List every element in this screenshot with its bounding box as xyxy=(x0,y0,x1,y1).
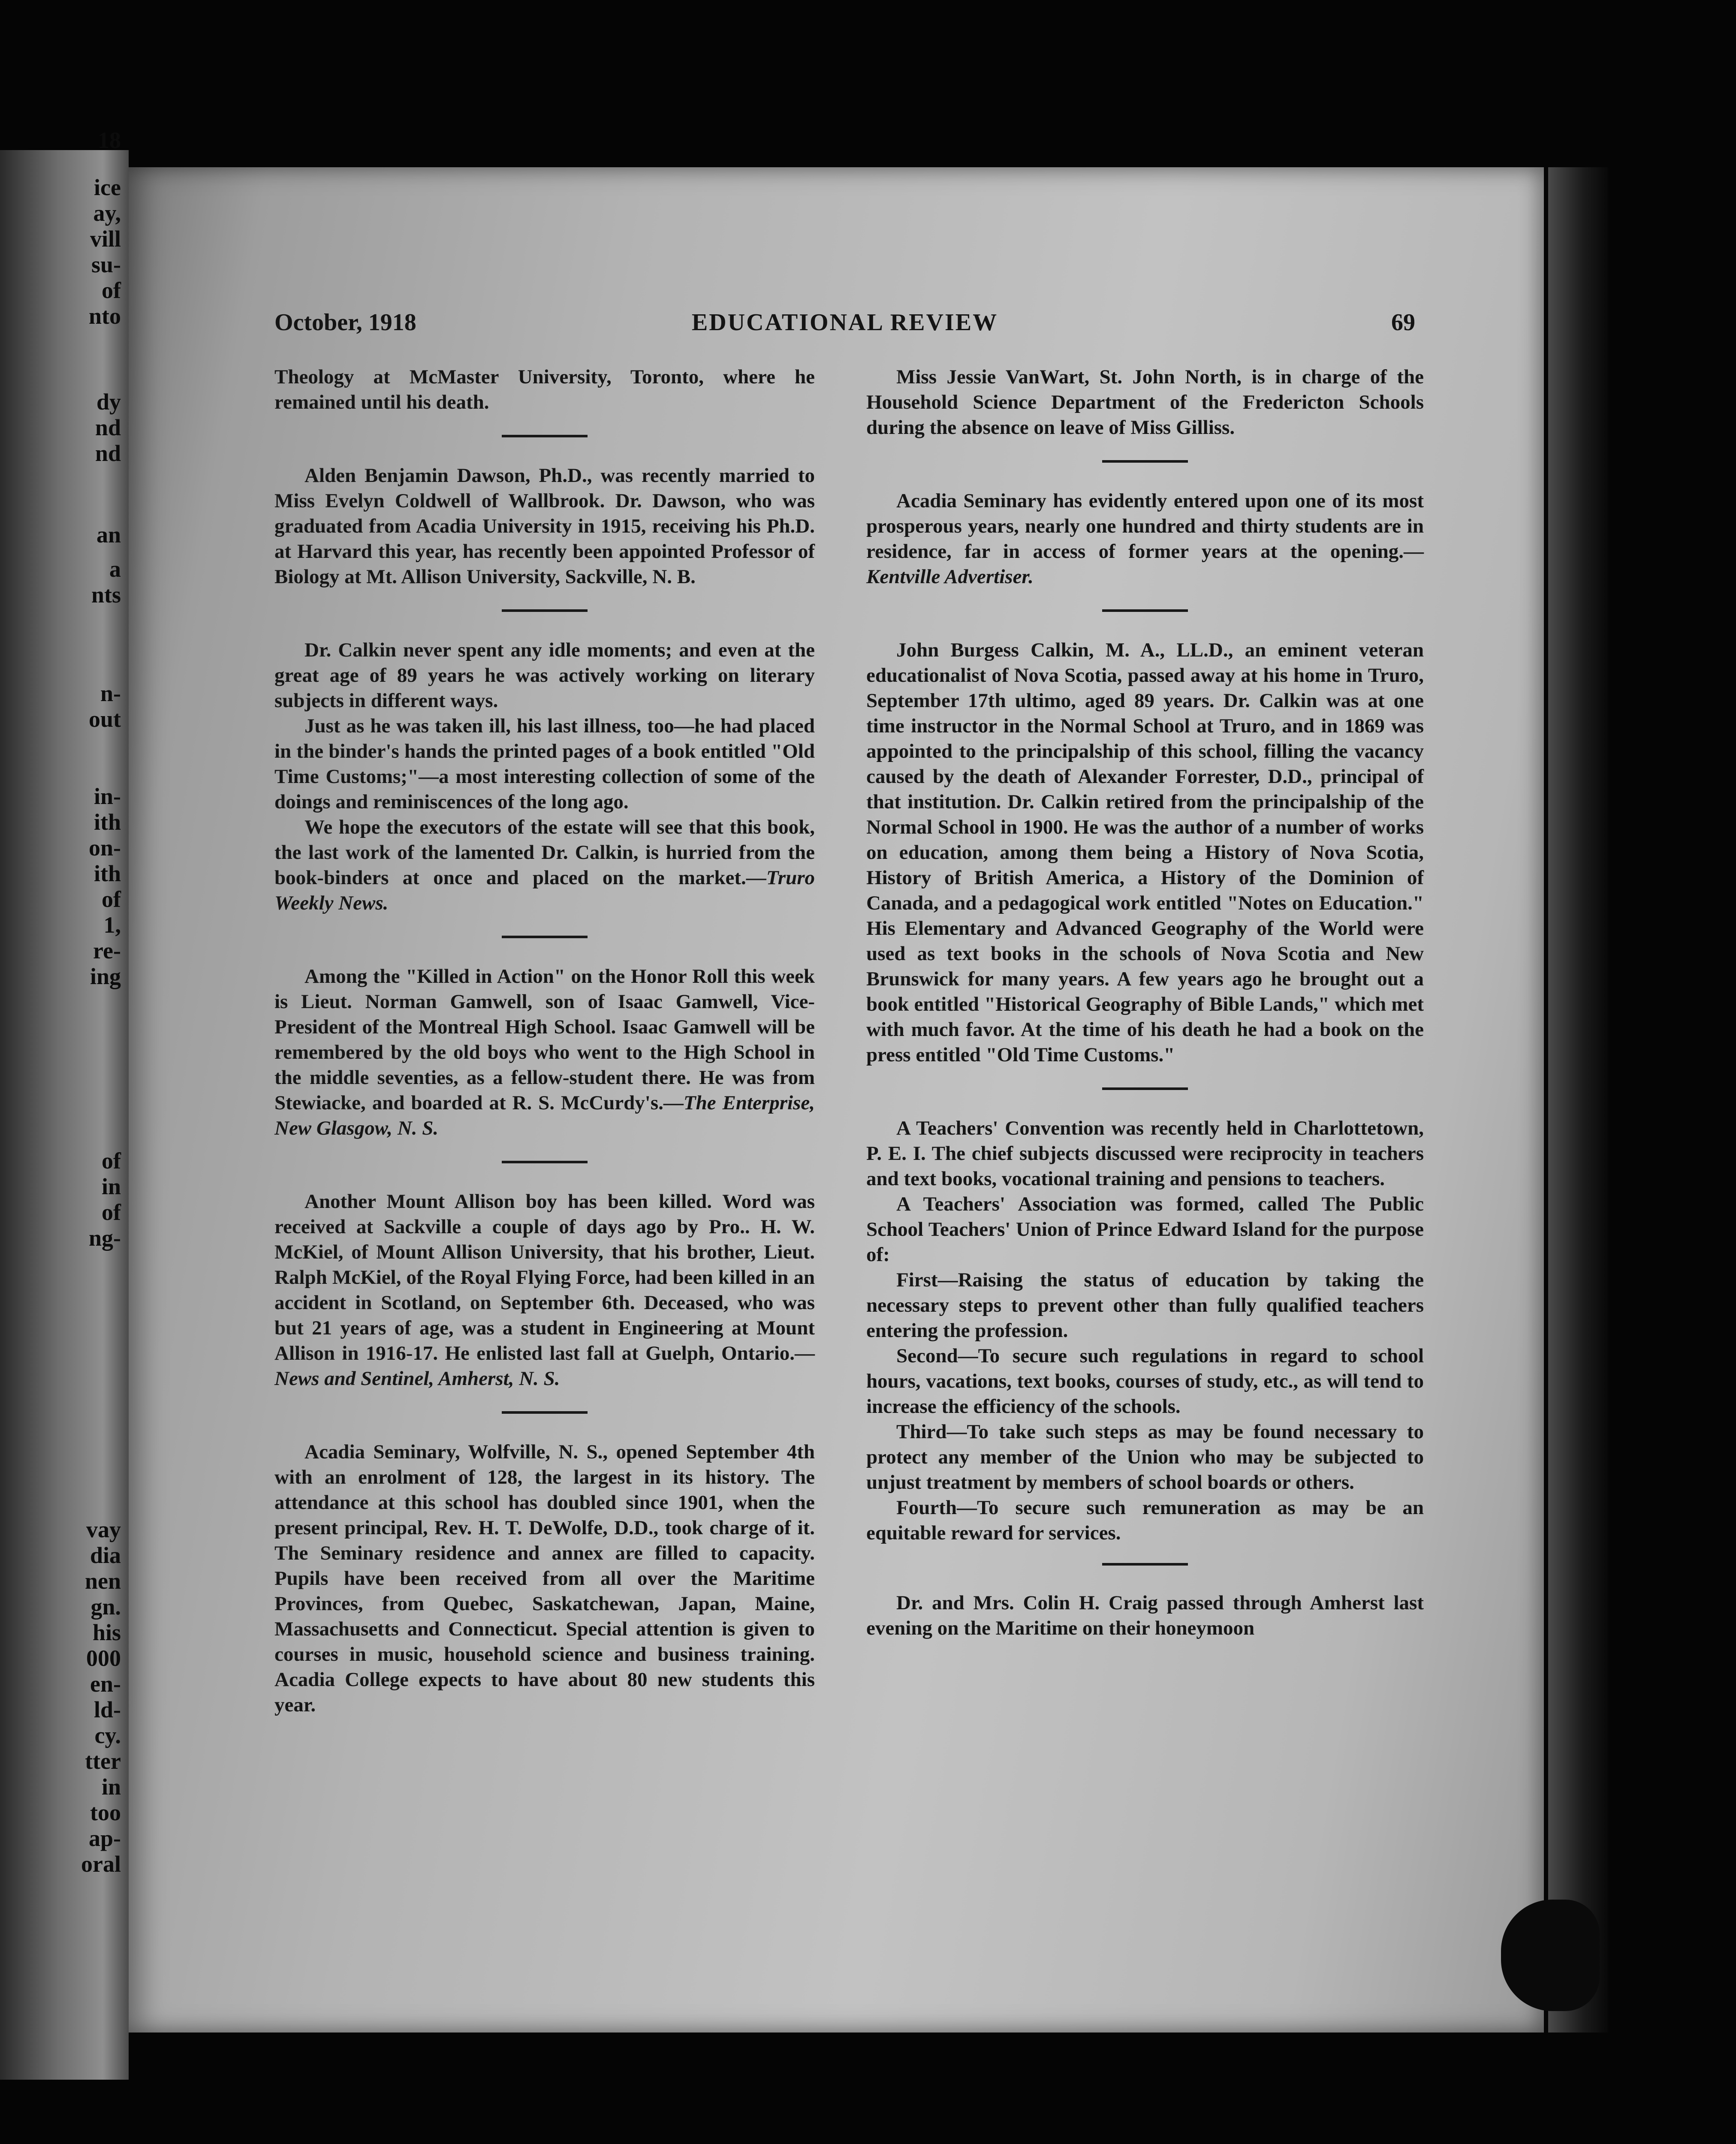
margin-fragment: in- xyxy=(93,783,121,809)
margin-fragment: too xyxy=(90,1800,121,1825)
thumb-shadow xyxy=(1501,1900,1600,2011)
margin-fragment: en- xyxy=(90,1671,121,1697)
left-column xyxy=(274,364,815,1718)
margin-fragment: in xyxy=(101,1174,121,1199)
paragraph xyxy=(274,815,815,916)
margin-fragment: a xyxy=(109,556,121,582)
paragraph: Dr. and Mrs. Colin H. Craig passed through Amherst last evening on the Maritime on their honeymoon xyxy=(866,1592,1424,1639)
separator-rule xyxy=(502,435,588,437)
margin-fragment: dy xyxy=(96,389,121,415)
margin-fragment: ith xyxy=(93,861,121,886)
header-title: EDUCATIONAL REVIEW xyxy=(691,309,998,336)
margin-fragment: his xyxy=(92,1620,121,1645)
margin-fragment: nd xyxy=(95,415,121,440)
paragraph: A Teachers' Association was formed, called The Public School Teachers' Union of Prince Edward Island for the purpose of: xyxy=(866,1193,1424,1266)
margin-fragment: vay xyxy=(86,1517,121,1542)
margin-fragment: 1, xyxy=(103,912,121,938)
source-citation: Kentville Advertiser. xyxy=(866,566,1034,588)
paragraph-text: We hope the executors of the estate will see that this book, the last work of the lamented Dr. Calkin, is hurried from the book-binders at once and placed on the market.— xyxy=(274,816,815,889)
margin-fragment: n- xyxy=(100,681,121,706)
paragraph: Just as he was taken ill, his last illness, too—he had placed in the binder's hands the printed pages of a book entitled "Old Time Customs;"—a most interesting collection of some of the doings and reminiscences of the long ago. xyxy=(274,715,815,813)
margin-fragment: of xyxy=(102,1148,121,1174)
paragraph: John Burgess Calkin, M. A., LL.D., an eminent veteran educationalist of Nova Scotia, passed away at his home in Truro, September 17th ultimo, aged 89 years. Dr. Calkin was at one time instructor in the Normal School at Truro, and in 1869 was appointed to the principalship of this school, filling the vacancy caused by the death of Alexander Forrester, D.D., principal of that institution. Dr. Calkin retired from the principalship of the Normal School in 1900. He was the author of a number of works on education, among them being a History of Nova Scotia, History of British America, a History of the Dominion of Canada, and a pedagogical work entitled "Notes on Education." His Elementary and Advanced Geography of the World were used as text books in the schools of Nova Scotia and New Brunswick for many years. A few years ago he brought out a book entitled "Historical Geography of Bible Lands," which met with much favor. At the time of his death he had a book on the press entitled "Old Time Customs." xyxy=(866,639,1424,1066)
paragraph: Fourth—To secure such remuneration as may be an equitable reward for services. xyxy=(866,1497,1424,1544)
margin-fragment: dia xyxy=(90,1542,121,1568)
margin-fragment: oral xyxy=(81,1851,121,1877)
margin-fragment: ay, xyxy=(93,200,121,226)
paragraph-text: Acadia Seminary has evidently entered upon one of its most prosperous years, nearly one hundred and thirty students are in residence, far in access of former years at the opening.— xyxy=(866,490,1424,563)
paragraph xyxy=(866,488,1424,590)
paragraph: Alden Benjamin Dawson, Ph.D., was recently married to Miss Evelyn Coldwell of Wallbrook. Dr. Dawson, who was graduated from Acadia University in 1915, receiving his Ph.D. at Harvard this year, has recently been appointed Professor of Biology at Mt. Allison University, Sackville, N. B. xyxy=(274,464,815,588)
paragraph: Third—To take such steps as may be found necessary to protect any member of the Union who may be subjected to unjust treatment by members of school boards or others. xyxy=(866,1421,1424,1494)
page-number: 69 xyxy=(1391,309,1415,336)
margin-fragment: ing xyxy=(90,964,121,989)
separator-rule xyxy=(502,936,588,938)
paragraph: A Teachers' Convention was recently held in Charlottetown, P. E. I. The chief subjects discussed were reciprocity in teachers and text books, vocational training and pensions to teachers. xyxy=(866,1117,1424,1190)
paragraph: Miss Jessie VanWart, St. John North, is in charge of the Household Science Department of the Fredericton Schools during the absence on leave of Miss Gilliss. xyxy=(866,366,1424,439)
margin-fragment: nto xyxy=(88,303,121,329)
margin-fragment: on- xyxy=(88,835,121,861)
separator-rule xyxy=(1102,1087,1188,1090)
document-page xyxy=(129,167,1544,2033)
source-citation: Truro Weekly News. xyxy=(274,867,815,914)
separator-rule xyxy=(1102,609,1188,612)
separator-rule xyxy=(502,1411,588,1414)
margin-fragment: ith xyxy=(93,809,121,835)
paragraph-text: Another Mount Allison boy has been killed. Word was received at Sackville a couple of days ago by Pro.. H. W. McKiel, of Mount Allison University, that his brother, Lieut. Ralph McKiel, of the Royal Flying Force, had been killed in an accident in Scotland, on September 6th. Deceased, who was but 21 years of age, was a student in Engineering at Mount Allison in 1916-17. He enlisted last fall at Guelph, Ontario.— xyxy=(274,1190,815,1364)
source-citation: News and Sentinel, Amherst, N. S. xyxy=(274,1367,560,1390)
margin-fragment: of xyxy=(102,1199,121,1225)
paragraph: Second—To secure such regulations in regard to school hours, vacations, text books, courses of study, etc., as will tend to increase the efficiency of the schools. xyxy=(866,1345,1424,1418)
margin-fragment: su- xyxy=(91,252,121,277)
paragraph: Theology at McMaster University, Toronto, where he remained until his death. xyxy=(274,366,815,413)
margin-fragment: cy. xyxy=(94,1722,121,1748)
margin-fragment: an xyxy=(96,522,121,548)
page-header xyxy=(274,309,1415,347)
header-date: October, 1918 xyxy=(274,309,416,336)
adjacent-page-margin xyxy=(0,127,129,2080)
separator-rule xyxy=(1102,1563,1188,1566)
paragraph xyxy=(274,1189,815,1391)
margin-fragment: 000 xyxy=(86,1645,121,1671)
paragraph: Dr. Calkin never spent any idle moments; and even at the great age of 89 years he was actively working on literary subjects in different ways. xyxy=(274,639,815,712)
margin-fragment: nen xyxy=(84,1568,121,1594)
book-edge xyxy=(1548,167,1608,2033)
margin-fragment: 18 xyxy=(98,127,121,153)
paragraph: First—Raising the status of education by taking the necessary steps to prevent other than fully qualified teachers entering the profession. xyxy=(866,1269,1424,1342)
margin-fragment: vill xyxy=(90,226,121,252)
margin-fragment: ice xyxy=(94,175,121,200)
margin-fragment: ap- xyxy=(88,1825,121,1851)
margin-fragment: in xyxy=(101,1774,121,1800)
margin-fragment: nd xyxy=(95,440,121,466)
margin-fragment: gn. xyxy=(90,1594,121,1620)
margin-fragment: of xyxy=(102,886,121,912)
separator-rule xyxy=(502,609,588,612)
separator-rule xyxy=(1102,460,1188,463)
separator-rule xyxy=(502,1161,588,1163)
paragraph-text: Among the "Killed in Action" on the Honor Roll this week is Lieut. Norman Gamwell, son of Isaac Gamwell, Vice-President of the Montreal High School. Isaac Gamwell will be remembered by the old boys who went to the High School in the middle seventies, as a fellow-student there. He was from Stewiacke, and boarded at R. S. McCurdy's.— xyxy=(274,965,815,1114)
margin-fragment: ld- xyxy=(93,1697,121,1722)
source-citation: The Enterprise, New Glasgow, N. S. xyxy=(274,1092,815,1139)
margin-fragment: tter xyxy=(85,1748,121,1774)
margin-fragment: out xyxy=(88,706,121,732)
margin-fragment: ng- xyxy=(88,1225,121,1251)
margin-fragment: re- xyxy=(93,938,121,964)
paragraph xyxy=(274,964,815,1141)
right-column xyxy=(866,364,1424,1641)
margin-fragment: nts xyxy=(91,582,121,608)
paragraph: Acadia Seminary, Wolfville, N. S., opened September 4th with an enrolment of 128, the largest in its history. The attendance at this school has doubled since 1901, when the present principal, Rev. H. T. DeWolfe, D.D., took charge of it. The Seminary residence and annex are filled to capacity. Pupils have been received from all over the Maritime Provinces, from Quebec, Saskatchewan, Japan, Maine, Massachusetts and Connecticut. Special attention is given to courses in music, household science and business training. Acadia College expects to have about 80 new students this year. xyxy=(274,1441,815,1716)
margin-fragment: of xyxy=(102,277,121,303)
